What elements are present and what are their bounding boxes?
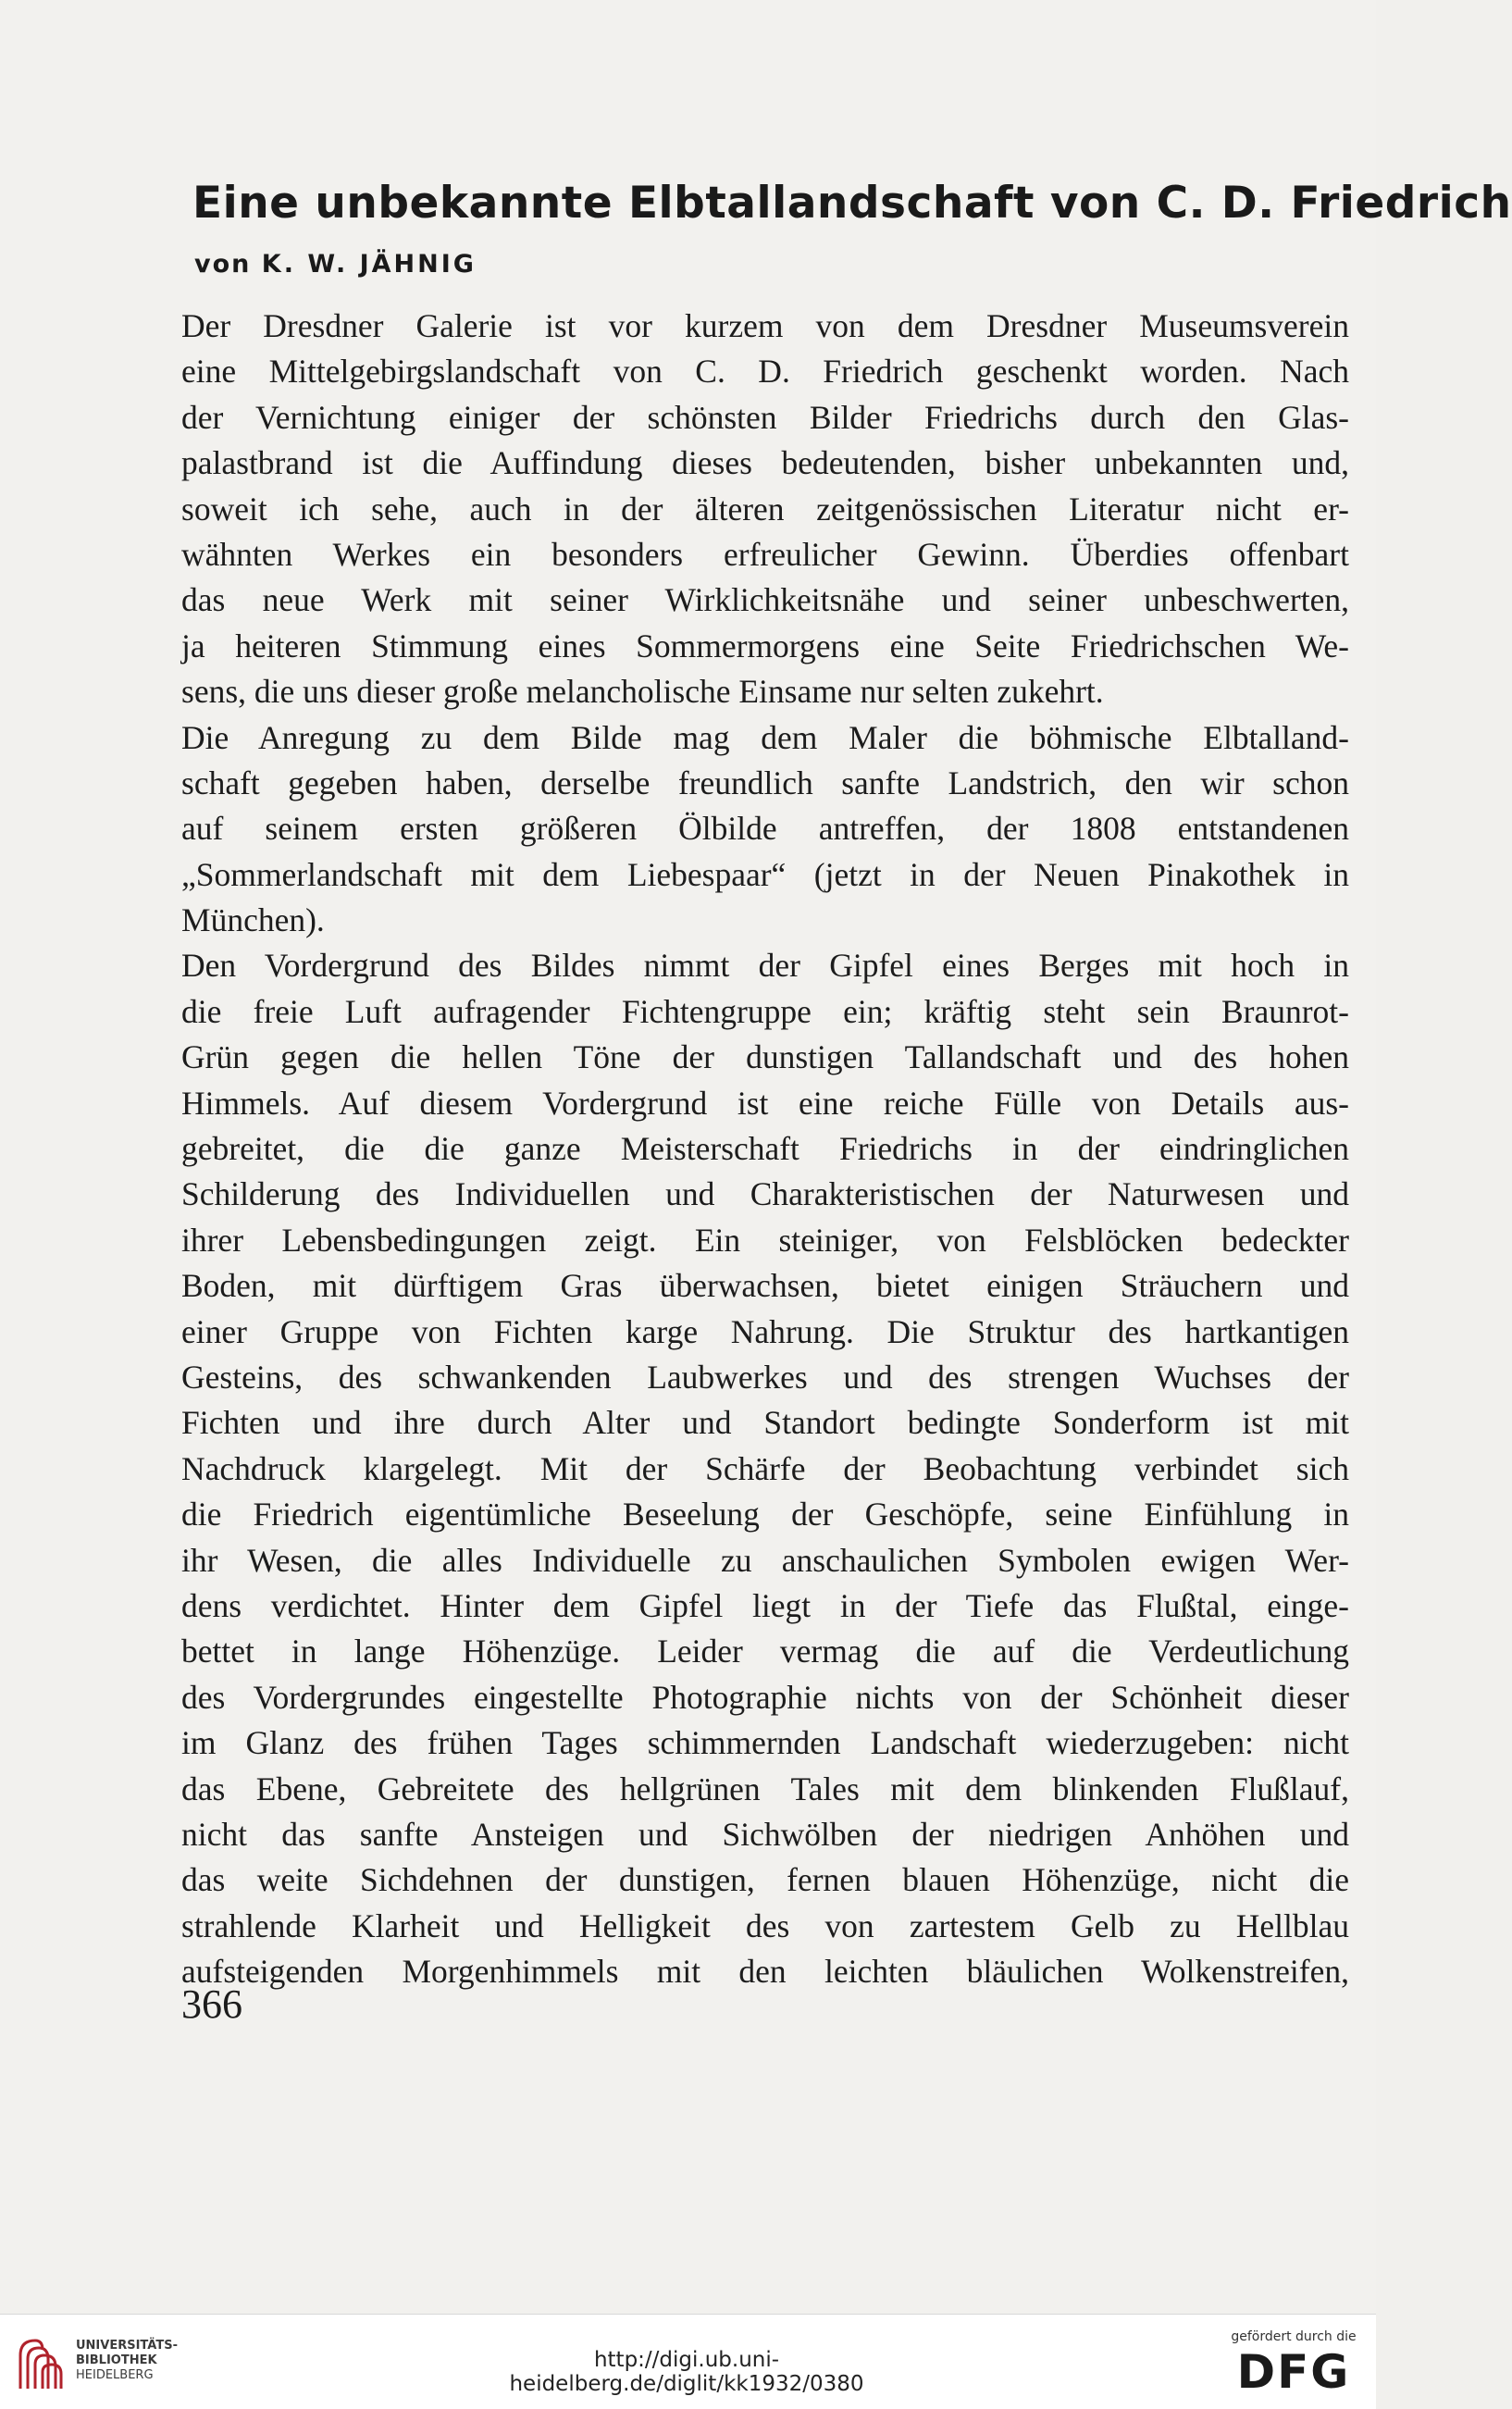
body-text-line: im Glanz des frühen Tages schimmernden Landschaft wiederzugeben: nicht [181,1724,1349,1762]
body-text-line: Fichten und ihre durch Alter und Standort bedingte Sonderform ist mit [181,1404,1349,1442]
body-text-line: aufsteigenden Morgenhimmels mit den leichten bläulichen Wolkenstreifen, [181,1953,1349,1991]
body-text-line: Boden, mit dürftigem Gras überwachsen, bietet einigen Sträuchern und [181,1267,1349,1305]
body-text-line: das neue Werk mit seiner Wirklichkeitsnähe und seiner unbeschwerten, [181,581,1349,619]
body-text-line: ihrer Lebensbedingungen zeigt. Ein steiniger, von Felsblöcken bedeckter [181,1221,1349,1259]
body-text-line: des Vordergrundes eingestellte Photographie nichts von der Schönheit dieser [181,1678,1349,1716]
body-text-line: Nachdruck klargelegt. Mit der Schärfe der Beobachtung verbindet sich [181,1449,1349,1487]
body-text-line: palastbrand ist die Auffindung dieses bedeutenden, bisher unbekannten und, [181,444,1349,482]
body-text-line: Schilderung des Individuellen und Charakteristischen der Naturwesen und [181,1175,1349,1213]
body-text-line: auf seinem ersten größeren Ölbilde antreffen, der 1808 entstandenen [181,810,1349,848]
body-text-line: wähnten Werkes ein besonders erfreulicher Gewinn. Überdies offenbart [181,535,1349,573]
body-text-line: eine Mittelgebirgslandschaft von C. D. Friedrich geschenkt worden. Nach [181,353,1349,391]
institution-name [76,2339,178,2383]
body-text-line: Den Vordergrund des Bildes nimmt der Gipfel eines Berges mit hoch in [181,947,1349,985]
body-text-line: soweit ich sehe, auch in der älteren zeitgenössischen Literatur nicht er- [181,490,1349,528]
body-text-line: einer Gruppe von Fichten karge Nahrung. Die Struktur des hartkantigen [181,1312,1349,1350]
body-text-line: das weite Sichdehnen der dunstigen, fernen blauen Höhenzüge, nicht die [181,1861,1349,1899]
body-text-line: die freie Luft aufragender Fichtengruppe ein; kräftig steht sein Braunrot- [181,992,1349,1030]
body-text-line: sens, die uns dieser große melancholische Einsame nur selten zukehrt. [181,673,1104,711]
sponsor-caption: gefördert durch die [1231,2329,1357,2344]
body-text-line: bettet in lange Höhenzüge. Leider vermag die auf die Verdeutlichung [181,1633,1349,1670]
body-text-line: strahlende Klarheit und Helligkeit des von zartestem Gelb zu Hellblau [181,1906,1349,1944]
body-text-line: das Ebene, Gebreitete des hellgrünen Tales mit dem blinkenden Flußlauf, [181,1769,1349,1807]
body-text-line: schaft gegeben haben, derselbe freundlich sanfte Landstrich, den wir schon [181,764,1349,801]
body-text-line: der Vernichtung einiger der schönsten Bilder Friedrichs durch den Glas- [181,398,1349,436]
body-text-line: ja heiteren Stimmung eines Sommermorgens eine Seite Friedrichschen We- [181,627,1349,664]
body-text-line: dens verdichtet. Hinter dem Gipfel liegt in der Tiefe das Flußtal, einge- [181,1586,1349,1624]
body-text-line: nicht das sanfte Ansteigen und Sichwölben der niedrigen Anhöhen und [181,1815,1349,1853]
page-number: 366 [181,1981,242,2027]
permalink-url[interactable]: http://digi.ub.uni-heidelberg.de/diglit/kk1932/0380 [509,2348,864,2396]
body-text-line: Himmels. Auf diesem Vordergrund ist eine reiche Fülle von Details aus- [181,1084,1349,1122]
body-text-line: gebreitet, die die ganze Meisterschaft Friedrichs in der eindringlichen [181,1130,1349,1168]
article-author: K. W. JÄHNIG [261,250,477,279]
article-title: Eine unbekannte Elbtallandschaft von C. D. Friedrich [192,178,1512,229]
body-text-line: Grün gegen die hellen Töne der dunstigen Tallandschaft und des hohen [181,1038,1349,1076]
institution-line-1: UNIVERSITÄTS- [76,2339,178,2353]
article-body [181,304,1349,1994]
sponsor-block [1220,2328,1368,2402]
body-text-line: ihr Wesen, die alles Individuelle zu anschaulichen Symbolen ewigen Wer- [181,1541,1349,1579]
body-text-line: Die Anregung zu dem Bilde mag dem Maler die böhmische Elbtalland- [181,718,1349,756]
body-text-line: die Friedrich eigentümliche Beseelung der Geschöpfe, seine Einfühlung in [181,1496,1349,1534]
viewer-footer [0,2314,1376,2409]
article-byline [194,246,477,283]
institution-line-3: HEIDELBERG [76,2368,154,2382]
body-text-line: Gesteins, des schwankenden Laubwerkes und des strengen Wuchses der [181,1358,1349,1396]
body-text-line: München). [181,901,325,939]
body-text-line: Der Dresdner Galerie ist vor kurzem von dem Dresdner Museumsverein [181,307,1349,344]
body-text-line: „Sommerlandschaft mit dem Liebespaar“ (jetzt in der Neuen Pinakothek in [181,855,1349,893]
dfg-logo-icon: DFG [1236,2345,1351,2399]
byline-prefix: von [194,250,262,279]
institution-line-2: BIBLIOTHEK [76,2353,157,2367]
heidelberg-university-library-logo-icon [15,2331,67,2396]
